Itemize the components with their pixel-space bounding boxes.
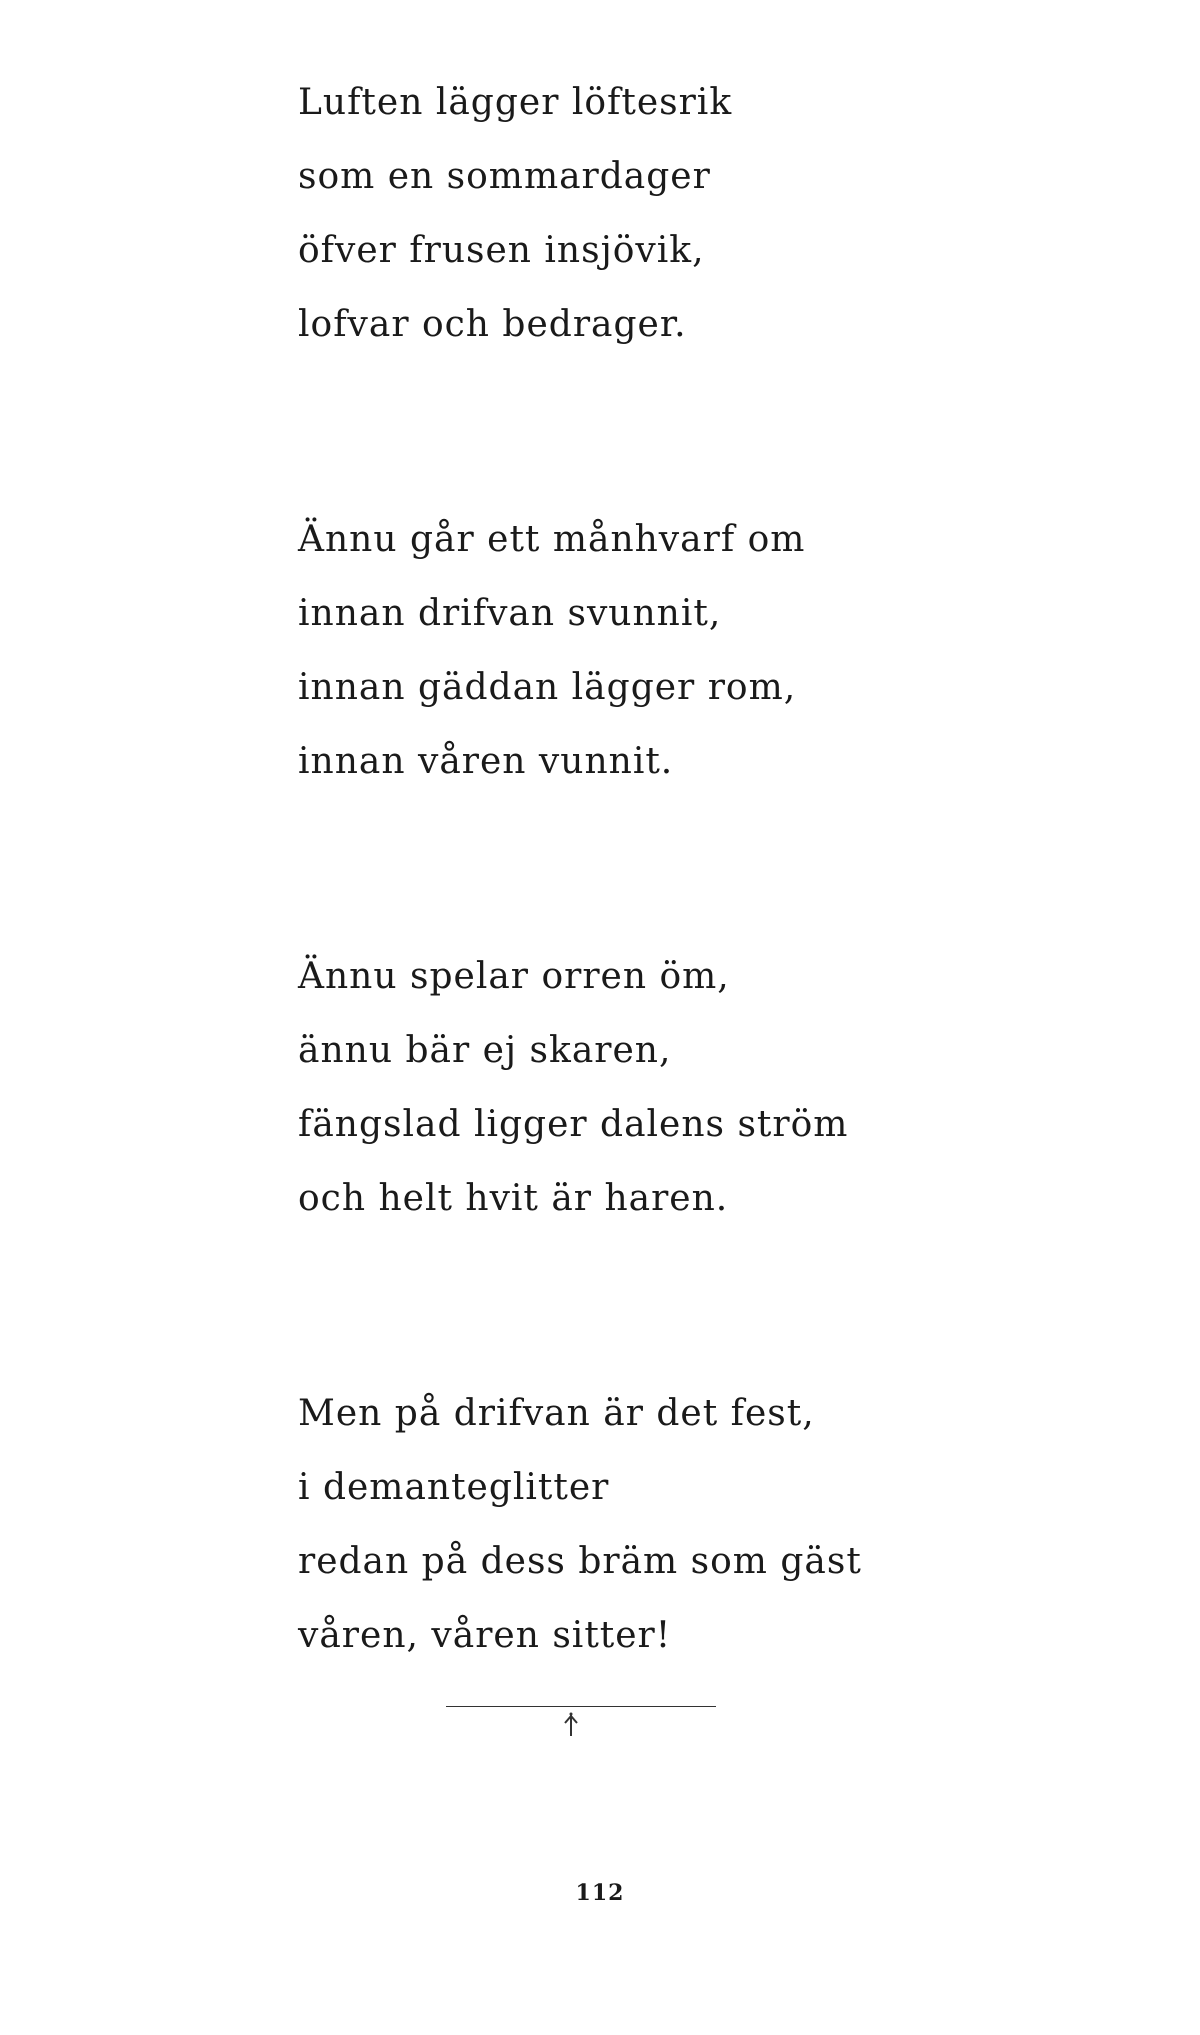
poem-line: innan gäddan lägger rom, [298, 667, 797, 708]
poem-line: lofvar och bedrager. [298, 304, 687, 345]
poem-line: fängslad ligger dalens ström [298, 1104, 849, 1145]
poem-line: som en sommardager [298, 156, 711, 197]
poem-line: Luften lägger löftesrik [298, 82, 733, 123]
poem-line: våren, våren sitter! [298, 1615, 672, 1656]
poem-line: i demanteglitter [298, 1467, 610, 1508]
poem-line: innan våren vunnit. [298, 741, 674, 782]
poem [298, 66, 1058, 1673]
poem-line: ännu bär ej skaren, [298, 1030, 672, 1071]
poem-line: innan drifvan svunnit, [298, 593, 722, 634]
divider-rule [446, 1706, 716, 1707]
stanza-4 [298, 1377, 1058, 1673]
poem-line: Men på drifvan är det fest, [298, 1393, 815, 1434]
page-number: 112 [575, 1880, 625, 1906]
poem-line: redan på dess bräm som gäst [298, 1541, 862, 1582]
poem-line: öfver frusen insjövik, [298, 230, 705, 271]
end-ornament [446, 1706, 716, 1746]
poem-line: Ännu spelar orren öm, [298, 956, 730, 997]
stanza-1 [298, 66, 1058, 362]
stanza-3 [298, 940, 1058, 1236]
fleuron-icon [556, 1710, 586, 1740]
stanza-2 [298, 503, 1058, 799]
poem-line: och helt hvit är haren. [298, 1178, 729, 1219]
poem-line: Ännu går ett månhvarf om [298, 519, 806, 560]
